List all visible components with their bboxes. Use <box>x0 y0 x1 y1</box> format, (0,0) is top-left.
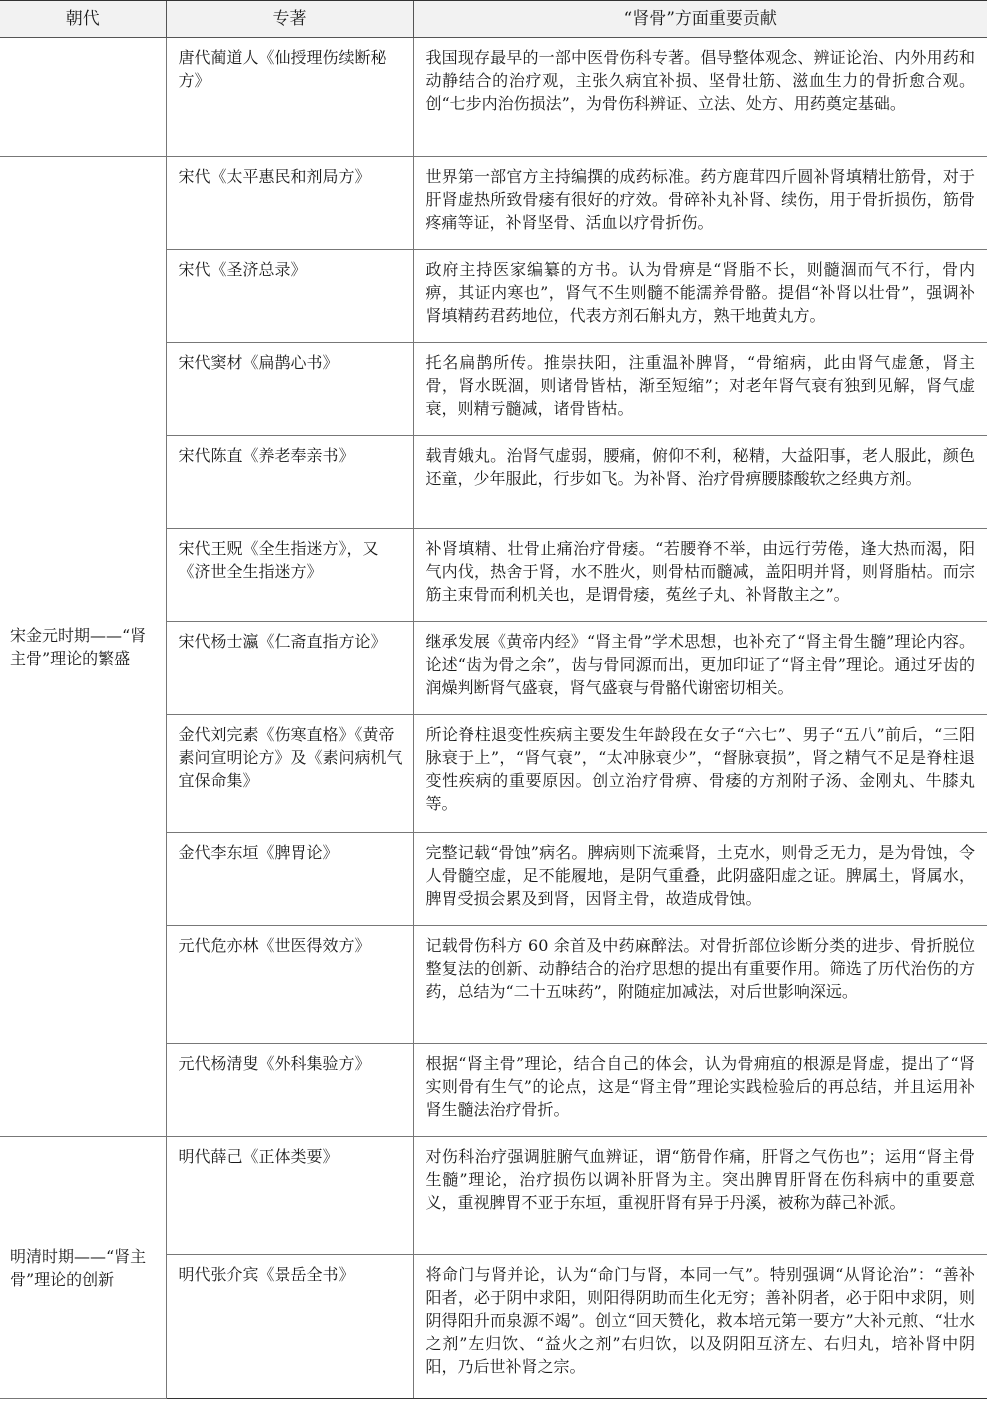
work-cell: 宋代杨士瀛《仁斋直指方论》 <box>166 622 413 715</box>
header-contribution: “肾骨”方面重要贡献 <box>413 1 987 38</box>
table-row <box>0 1137 987 1255</box>
work-cell: 唐代蔺道人《仙授理伤续断秘方》 <box>166 38 413 157</box>
era-cell-empty <box>0 38 166 157</box>
header-works: 专著 <box>166 1 413 38</box>
work-cell: 明代薛己《正体类要》 <box>166 1137 413 1255</box>
work-cell: 宋代窦材《扁鹊心书》 <box>166 343 413 436</box>
contribution-cell: 所论脊柱退变性疾病主要发生年龄段在女子“六七”、男子“五八”前后，“三阳脉衰于上”，“肾气衰”，“太冲脉衰少”，“督脉衰损”，肾之精气不足是脊柱退变性疾病的重要原因。创立治疗骨痹、骨痿的方剂附子汤、金刚丸、牛膝丸等。 <box>413 715 987 833</box>
contribution-cell: 世界第一部官方主持编撰的成药标准。药方鹿茸四斤圆补肾填精壮筋骨，对于肝肾虚热所致骨痿有很好的疗效。骨碎补丸补肾、续伤，用于骨折损伤，筋骨疼痛等证，补肾坚骨、活血以疗骨折伤。 <box>413 157 987 250</box>
work-cell: 元代危亦林《世医得效方》 <box>166 926 413 1044</box>
work-cell: 宋代陈直《养老奉亲书》 <box>166 436 413 529</box>
table-row <box>0 38 987 157</box>
contribution-cell: 记载骨伤科方 60 余首及中药麻醉法。对骨折部位诊断分类的进步、骨折脱位整复法的创新、动静结合的治疗思想的提出有重要作用。筛选了历代治伤的方药，总结为“二十五味药”，附随症加减法，对后世影响深远。 <box>413 926 987 1044</box>
work-cell: 宋代王贶《全生指迷方》，又《济世全生指迷方》 <box>166 529 413 622</box>
contribution-cell: 对伤科治疗强调脏腑气血辨证，谓“筋骨作痛，肝肾之气伤也”；运用“肾主骨生髓”理论，治疗损伤以调补肝肾为主。突出脾胃肝肾在伤科病中的重要意义，重视脾胃不亚于东垣，重视肝肾有异于丹溪，被称为薛己补派。 <box>413 1137 987 1255</box>
contribution-cell: 将命门与肾并论，认为“命门与肾，本同一气”。特别强调“从肾论治”：“善补阳者，必于阴中求阳，则阳得阴助而生化无穷；善补阴者，必于阳中求阴，则阴得阳升而泉源不竭”。创立“回天赞化，救本培元第一要方”大补元煎、“壮水之剂”左归饮、“益火之剂”右归饮，以及阴阳互济左、右归丸，培补肾中阴阳，乃后世补肾之宗。 <box>413 1255 987 1399</box>
header-row <box>0 1 987 38</box>
contribution-cell: 根据“肾主骨”理论，结合自己的体会，认为骨痈疽的根源是肾虚，提出了“肾实则骨有生气”的论点，这是“肾主骨”理论实践检验后的再总结，并且运用补肾生髓法治疗骨折。 <box>413 1044 987 1137</box>
era-cell-ming-qing: 明清时期——“肾主骨”理论的创新 <box>0 1137 166 1399</box>
table-row <box>0 157 987 250</box>
work-cell: 金代刘完素《伤寒直格》《黄帝素问宣明论方》及《素问病机气宜保命集》 <box>166 715 413 833</box>
work-cell: 宋代《太平惠民和剂局方》 <box>166 157 413 250</box>
contribution-cell: 载青娥丸。治肾气虚弱，腰痛，俯仰不利，秘精，大益阳事，老人服此，颜色还童，少年服此，行步如飞。为补肾、治疗骨痹腰膝酸软之经典方剂。 <box>413 436 987 529</box>
era-cell-song-jin-yuan: 宋金元时期——“肾主骨”理论的繁盛 <box>0 157 166 1137</box>
work-cell: 金代李东垣《脾胃论》 <box>166 833 413 926</box>
contribution-cell: 继承发展《黄帝内经》“肾主骨”学术思想，也补充了“肾主骨生髓”理论内容。论述“齿为骨之余”，齿与骨同源而出，更加印证了“肾主骨”理论。通过牙齿的润燥判断肾气盛衰，肾气盛衰与骨骼代谢密切相关。 <box>413 622 987 715</box>
work-cell: 宋代《圣济总录》 <box>166 250 413 343</box>
contribution-cell: 我国现存最早的一部中医骨伤科专著。倡导整体观念、辨证论治、内外用药和动静结合的治疗观，主张久病宜补损、坚骨壮筋、滋血生力的骨折愈合观。创“七步内治伤损法”，为骨伤科辨证、立法、处方、用药奠定基础。 <box>413 38 987 157</box>
contribution-cell: 补肾填精、壮骨止痛治疗骨痿。“若腰脊不举，由远行劳倦，逢大热而渴，阳气内伐，热舍于肾，水不胜火，则骨枯而髓减，盖阳明并肾，则肾脂枯。而宗筋主束骨而利机关也，是谓骨痿，菟丝子丸、补肾散主之”。 <box>413 529 987 622</box>
contribution-cell: 托名扁鹊所传。推崇扶阳，注重温补脾肾，“骨缩病，此由肾气虚惫，肾主骨，肾水既涸，则诸骨皆枯，渐至短缩”；对老年肾气衰有独到见解，肾气虚衰，则精亏髓减，诸骨皆枯。 <box>413 343 987 436</box>
work-cell: 明代张介宾《景岳全书》 <box>166 1255 413 1399</box>
contribution-cell: 政府主持医家编纂的方书。认为骨痹是“肾脂不长，则髓涸而气不行，骨内痹，其证内寒也”，肾气不生则髓不能濡养骨骼。提倡“补肾以壮骨”，强调补肾填精药君药地位，代表方剂石斛丸方，熟干地黄丸方。 <box>413 250 987 343</box>
header-dynasty: 朝代 <box>0 1 166 38</box>
contribution-cell: 完整记载“骨蚀”病名。脾病则下流乘肾，土克水，则骨乏无力，是为骨蚀，令人骨髓空虚，足不能履地，是阴气重叠，此阴盛阳虚之证。脾属土，肾属水，脾胃受损会累及到肾，因肾主骨，故造成骨蚀。 <box>413 833 987 926</box>
work-cell: 元代杨清叟《外科集验方》 <box>166 1044 413 1137</box>
